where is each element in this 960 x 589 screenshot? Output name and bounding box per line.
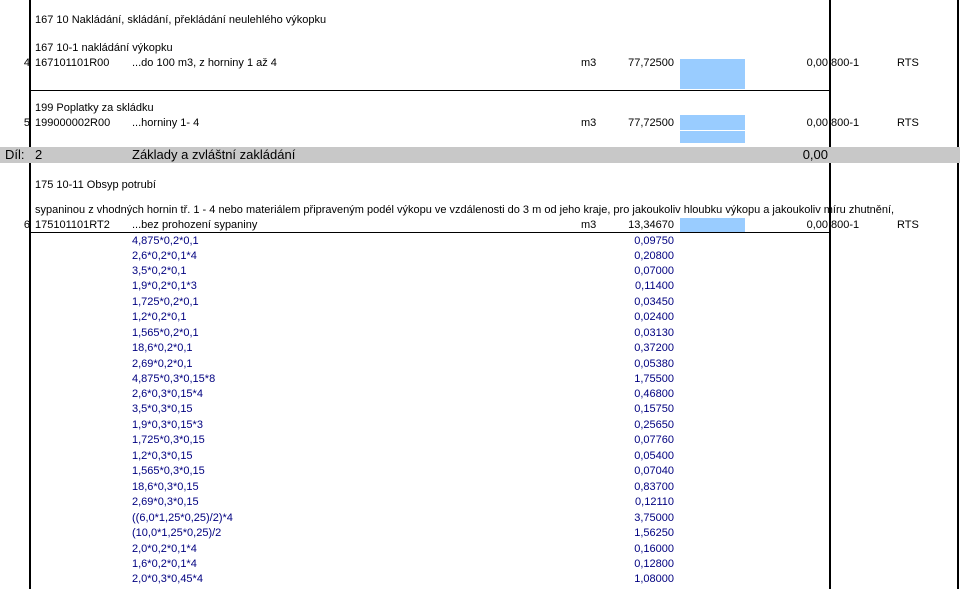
quantity-highlight — [680, 74, 745, 89]
calc-row — [0, 402, 960, 417]
item-row-6[interactable] — [0, 218, 960, 233]
section-note — [0, 203, 960, 218]
item-row-5[interactable] — [0, 116, 960, 131]
calc-value: 0,02400 — [634, 311, 674, 323]
calc-row — [0, 295, 960, 310]
item-description: ...bez prohození sypaniny — [132, 219, 258, 231]
calc-row — [0, 372, 960, 387]
quantity-highlight — [680, 131, 745, 143]
item-tag: RTS — [897, 57, 919, 69]
calc-value: 0,83700 — [634, 481, 674, 493]
calc-value: 0,12800 — [634, 558, 674, 570]
calc-value: 3,75000 — [634, 512, 674, 524]
dil-number: 2 — [35, 147, 43, 162]
calc-value: 0,09750 — [634, 235, 674, 247]
calc-expression: 1,9*0,3*0,15*3 — [132, 419, 203, 431]
calc-value: 0,05400 — [634, 450, 674, 462]
calc-value: 0,15750 — [634, 403, 674, 415]
calc-expression: 4,875*0,3*0,15*8 — [132, 373, 216, 385]
calc-expression: 1,725*0,2*0,1 — [132, 296, 199, 308]
item-quantity: 13,34670 — [628, 219, 674, 231]
calc-value: 0,03450 — [634, 296, 674, 308]
calc-value: 0,11400 — [635, 280, 674, 292]
item-price: 0,00 — [806, 57, 828, 69]
item-quantity: 77,72500 — [628, 117, 674, 129]
item-group: 800-1 — [831, 117, 860, 129]
calc-row — [0, 279, 960, 294]
calc-row — [0, 249, 960, 264]
calc-value: 1,75500 — [634, 373, 674, 385]
calc-expression: 18,6*0,3*0,15 — [132, 481, 199, 493]
calc-row — [0, 542, 960, 557]
calc-row — [0, 387, 960, 402]
calc-row — [0, 264, 960, 279]
calc-value: 0,16000 — [634, 543, 674, 555]
calc-value: 0,25650 — [634, 419, 674, 431]
calc-row — [0, 572, 960, 587]
item-unit: m3 — [581, 219, 597, 231]
item-price: 0,00 — [806, 117, 828, 129]
item-row-4[interactable] — [0, 56, 960, 71]
calc-row — [0, 464, 960, 479]
section-header-199 — [0, 101, 960, 116]
row-divider — [30, 232, 830, 233]
calc-expression: ((6,0*1,25*0,25)/2)*4 — [132, 512, 233, 524]
calc-row — [0, 526, 960, 541]
calc-value: 0,03130 — [634, 327, 674, 339]
calc-value: 0,07040 — [634, 465, 674, 477]
calc-expression: 18,6*0,2*0,1 — [132, 342, 193, 354]
calc-value: 0,46800 — [634, 388, 674, 400]
calc-value: 0,12110 — [635, 496, 674, 508]
calc-expression: 2,6*0,2*0,1*4 — [132, 250, 197, 262]
calc-row — [0, 418, 960, 433]
calc-row — [0, 310, 960, 325]
calc-expression: 3,5*0,3*0,15 — [132, 403, 193, 415]
item-number: 5 — [23, 117, 30, 129]
calc-row — [0, 480, 960, 495]
item-code: 167101101R00 — [35, 57, 110, 69]
dil-total: 0,00 — [802, 147, 828, 162]
calc-expression: 1,9*0,2*0,1*3 — [132, 280, 197, 292]
note-text: sypaninou z vhodných hornin tř. 1 - 4 nebo materiálem připraveným podél výkopu ve vzdálenosti do 3 m od jeho kraje, pro jakoukoliv hloubku výkopu a jakoukoliv míru zhutnění, — [35, 204, 895, 216]
calc-row — [0, 326, 960, 341]
calc-row — [0, 341, 960, 356]
calc-value: 0,20800 — [634, 250, 674, 262]
calc-expression: 1,565*0,3*0,15 — [132, 465, 205, 477]
calc-expression: 3,5*0,2*0,1 — [132, 265, 187, 277]
item-description: ...horniny 1- 4 — [132, 117, 200, 129]
dil-name: Základy a zvláštní zakládání — [132, 147, 296, 162]
calc-expression: 2,0*0,3*0,45*4 — [132, 573, 203, 585]
calc-value: 0,07000 — [634, 265, 674, 277]
item-tag: RTS — [897, 117, 919, 129]
calc-row — [0, 449, 960, 464]
section-title: 199 Poplatky za skládku — [35, 102, 154, 114]
calc-value: 0,05380 — [634, 358, 674, 370]
calc-expression: (10,0*1,25*0,25)/2 — [132, 527, 222, 539]
subsection-header-167-10-1 — [0, 41, 960, 56]
calc-value: 1,08000 — [634, 573, 674, 585]
item-price: 0,00 — [806, 219, 828, 231]
calc-row — [0, 511, 960, 526]
calc-row — [0, 433, 960, 448]
item-number: 6 — [23, 219, 30, 231]
section-header-167 — [0, 13, 960, 28]
calc-row — [0, 557, 960, 572]
calc-row — [0, 234, 960, 249]
section-band-dil-2 — [0, 147, 960, 163]
calc-expression: 2,0*0,2*0,1*4 — [132, 543, 197, 555]
calc-row — [0, 495, 960, 510]
item-quantity: 77,72500 — [628, 57, 674, 69]
calc-expression: 2,6*0,3*0,15*4 — [132, 388, 203, 400]
calc-expression: 4,875*0,2*0,1 — [132, 235, 199, 247]
section-header-175 — [0, 178, 960, 193]
item-unit: m3 — [581, 57, 597, 69]
dil-label: Díl: — [5, 147, 25, 162]
item-group: 800-1 — [831, 57, 860, 69]
item-number: 4 — [23, 57, 30, 69]
item-tag: RTS — [897, 219, 919, 231]
calc-expression: 1,725*0,3*0,15 — [132, 434, 205, 446]
row-divider — [30, 90, 830, 91]
item-group: 800-1 — [831, 219, 860, 231]
calc-expression: 1,6*0,2*0,1*4 — [132, 558, 197, 570]
calc-expression: 1,565*0,2*0,1 — [132, 327, 199, 339]
item-code: 199000002R00 — [35, 117, 111, 129]
item-description: ...do 100 m3, z horniny 1 až 4 — [132, 57, 277, 69]
subsection-title: 167 10-1 nakládání výkopku — [35, 42, 173, 54]
calc-expression: 2,69*0,3*0,15 — [132, 496, 199, 508]
section-title: 175 10-11 Obsyp potrubí — [35, 179, 156, 191]
calc-expression: 1,2*0,3*0,15 — [132, 450, 193, 462]
calc-expression: 2,69*0,2*0,1 — [132, 358, 193, 370]
calc-row — [0, 357, 960, 372]
calc-expression: 1,2*0,2*0,1 — [132, 311, 187, 323]
calc-value: 1,56250 — [634, 527, 674, 539]
item-unit: m3 — [581, 117, 597, 129]
calc-value: 0,37200 — [634, 342, 674, 354]
item-code: 175101101RT2 — [35, 219, 110, 231]
section-title: 167 10 Nakládání, skládání, překládání neulehlého výkopku — [35, 14, 327, 26]
calc-value: 0,07760 — [634, 434, 674, 446]
